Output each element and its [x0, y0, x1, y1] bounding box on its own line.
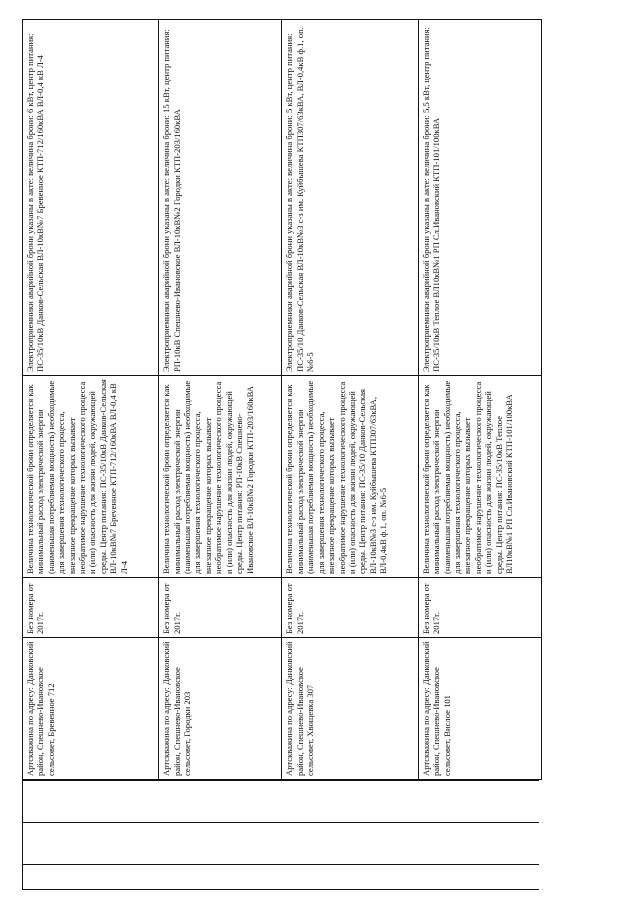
act-cell: Электроприемники аварийной брони указаны в акте: величина брони: 15 кВт, центр питания: РП-10кВ Спешнево-Ивановское ВЛ-10кВ№2 Городки КТП-203/160кВА — [159, 20, 282, 376]
address-cell: Артскважина по адресу: Данковский район, Спешнево-Ивановское сельсовет, Хвощевка 307 — [282, 638, 418, 780]
rule-line — [22, 822, 539, 823]
justification-cell: Величина технологической брони определяется как минимальный расход электрической энергии (наименьшая потребляемая мощность) необходимые для завершения технологического процесса, внезапное прекращение которых вызывает необратимое нарушение технологического процесса и (или) опасность для жизни людей, окружающей среды. Центр питания: ПС-35/10 Данков-Сельская ВЛ-10кВ№3 с-з им. Куйбышева КТП307/63кВА, ВЛ-0,4кВ ф.1, оп. №6-5 — [282, 376, 418, 578]
justification-cell: Величина технологической брони определяется как минимальный расход электрической энергии (наименьшая потребляемая мощность) необходимые для завершения технологического процесса, внезапное прекращение которых вызывает необратимое нарушение технологического процесса и (или) опасность для жизни людей, окружающей среды. Центр питания: ПС-35/10кВ Теплое ВЛ10кВ№1 РП Сл.Ивановский КТП-101/100кВА — [418, 376, 541, 578]
rule-line — [22, 864, 539, 865]
justification-cell: Величина технологической брони определяется как минимальный расход электрической энергии (наименьшая потребляемая мощность) необходимые для завершения технологического процесса, внезапное прекращение которых вызывает необратимое нарушение технологического процесса и (или) опасность для жизни людей, окружающей среды. Центр питания: ПС-35/10кВ Данков-Сельская ВЛ-10кВ№7 Бреvенное КТП-712/160кВА ВЛ-0,4 кВ Л-4 — [23, 376, 159, 578]
rotated-table-container — [22, 20, 542, 780]
rule-line — [22, 889, 539, 890]
justification-cell: Величина технологической брони определяется как минимальный расход электрической энергии (наименьшая потребляемая мощность) необходимые для завершения технологического процесса, внезапное прекращение которых вызывает необратимое нарушение технологического процесса и (или) опасность для жизни людей, окружающей среды. Центр питания: РП-10кВ Спешнево-Ивановское ВЛ-10кВ№2 Городки КТП-203/160кВА — [159, 376, 282, 578]
table-row — [23, 20, 159, 780]
table-row — [418, 20, 541, 780]
table-row — [282, 20, 418, 780]
left-border-line — [22, 780, 23, 890]
number-cell: Без номера от 2017г. — [23, 578, 159, 638]
act-cell: Электроприемники аварийной брони указаны в акте: величина брони: 5,5 кВт, центр питания: ПС-35/10кВ Теплое ВЛ10кВ№1 РП Сл.Ивановский КТП-101/100кВА — [418, 20, 541, 376]
number-cell: Без номера от 2017г. — [282, 578, 418, 638]
address-cell: Артскважина по адресу: Данковский район, Спешнево-Ивановское сельсовет, Городки 203 — [159, 638, 282, 780]
table-row — [159, 20, 282, 780]
rule-line — [22, 780, 539, 781]
reserve-table — [22, 19, 542, 780]
act-cell: Электроприемники аварийной брони указаны в акте: величина брони: 6 кВт, центр питания: ПС-35/10кВ Данков-Сельская ВЛ-10кВ№7 Бревенное КТП-712/160кВА ВЛ-0,4 кВ Л-4 — [23, 20, 159, 376]
act-cell: Электроприемники аварийной брони указаны в акте: величина брони: 5 кВт, центр питания: ПС-35/10 Данков-Сельская ВЛ-10кВ№3 с-з им. Куйбышева КТП307/63кВА, ВЛ-0,4кВ ф.1, оп. №6-5 — [282, 20, 418, 376]
number-cell: Без номера от 2017г. — [159, 578, 282, 638]
address-cell: Артскважина по адресу: Данковский район, Спешнево-Ивановское сельсовет, Вислое 101 — [418, 638, 541, 780]
number-cell: Без номера от 2017г. — [418, 578, 541, 638]
address-cell: Артскважина по адресу: Данковский район, Спешнево-Ивановское сельсовет, Бревенное 712 — [23, 638, 159, 780]
